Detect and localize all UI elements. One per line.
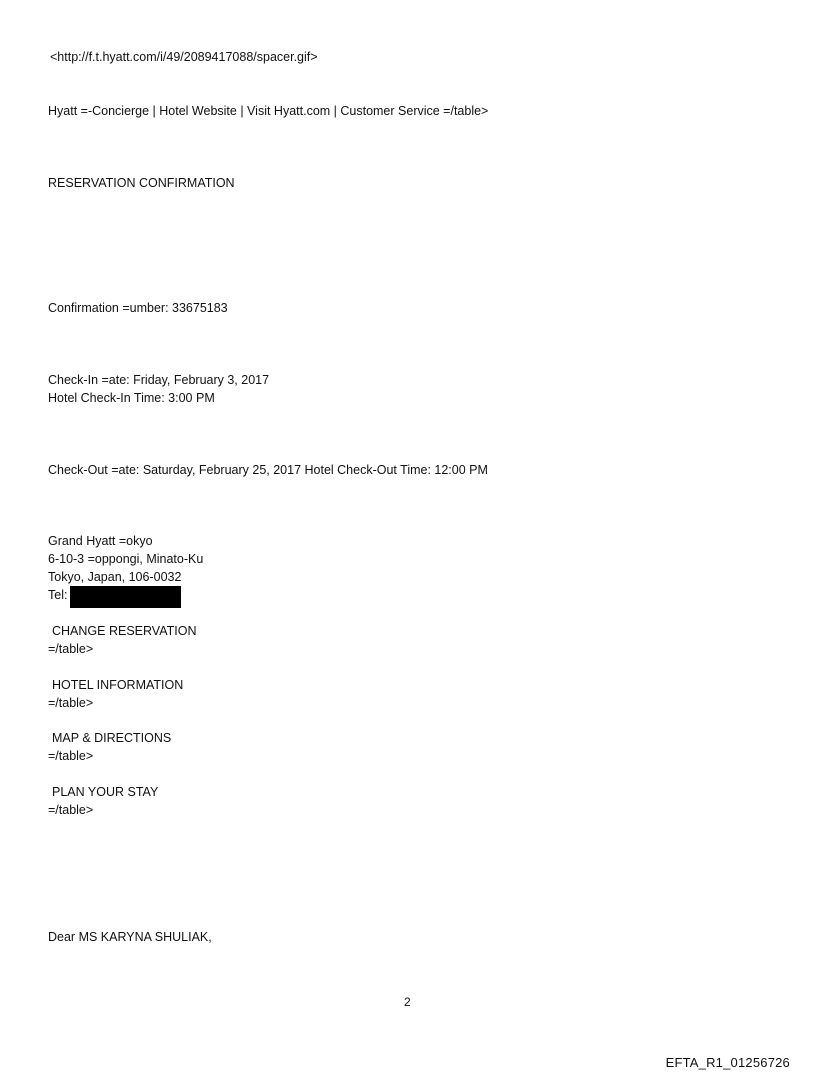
hotel-address-line2: Tokyo, Japan, 106-0032 bbox=[48, 570, 182, 584]
check-out-info: Check-Out =ate: Saturday, February 25, 2017 Hotel Check-Out Time: 12:00 PM bbox=[48, 463, 488, 477]
redacted-phone-block bbox=[70, 586, 181, 608]
map-directions-link[interactable]: MAP & DIRECTIONS bbox=[52, 731, 172, 745]
page-number: 2 bbox=[404, 995, 411, 1009]
hotel-address-line1: 6-10-3 =oppongi, Minato-Ku bbox=[48, 552, 204, 566]
greeting: Dear MS KARYNA SHULIAK, bbox=[48, 930, 212, 944]
table-close-tag: =/table> bbox=[48, 749, 94, 763]
table-close-tag: =/table> bbox=[48, 696, 94, 710]
hyatt-nav-links[interactable]: Hyatt =-Concierge | Hotel Website | Visit Hyatt.com | Customer Service =/table> bbox=[48, 104, 489, 118]
check-in-time: Hotel Check-In Time: 3:00 PM bbox=[48, 391, 215, 405]
confirmation-number: Confirmation =umber: 33675183 bbox=[48, 301, 228, 315]
reservation-heading: RESERVATION CONFIRMATION bbox=[48, 176, 235, 190]
hotel-name: Grand Hyatt =okyo bbox=[48, 534, 153, 548]
spacer-image-link[interactable]: <http://f.t.hyatt.com/i/49/2089417088/spacer.gif> bbox=[50, 50, 318, 64]
table-close-tag: =/table> bbox=[48, 803, 94, 817]
hotel-tel-label: Tel: bbox=[48, 588, 68, 602]
plan-your-stay-link[interactable]: PLAN YOUR STAY bbox=[52, 785, 159, 799]
change-reservation-link[interactable]: CHANGE RESERVATION bbox=[52, 624, 197, 638]
document-id: EFTA_R1_01256726 bbox=[665, 1055, 790, 1070]
table-close-tag: =/table> bbox=[48, 642, 94, 656]
hotel-information-link[interactable]: HOTEL INFORMATION bbox=[52, 678, 184, 692]
check-in-date: Check-In =ate: Friday, February 3, 2017 bbox=[48, 373, 270, 387]
